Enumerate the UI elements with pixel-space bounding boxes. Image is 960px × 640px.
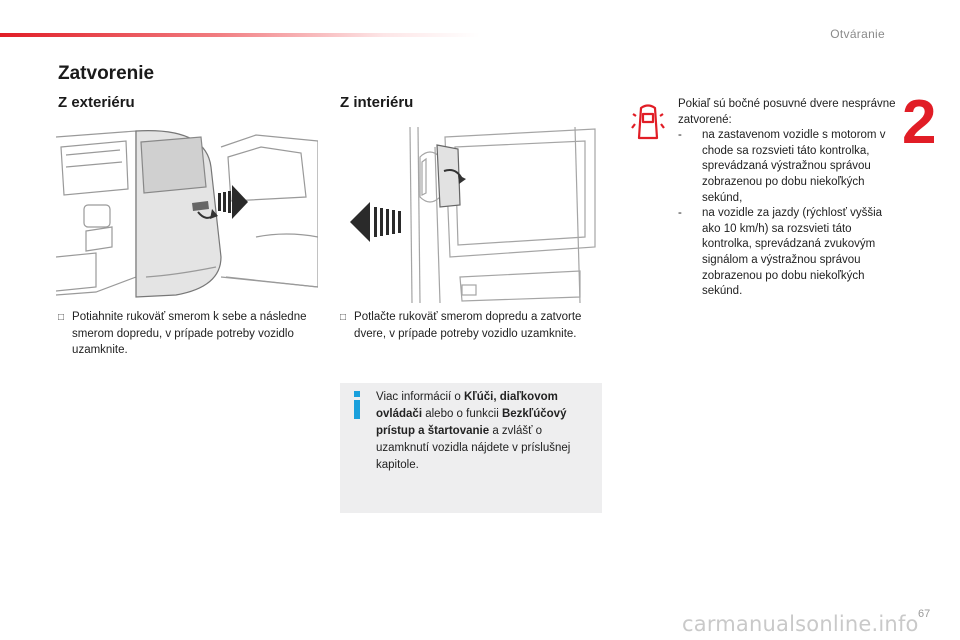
info-text [376, 389, 594, 474]
warning-item-dash: - [678, 129, 682, 142]
van-interior-drawing [340, 127, 602, 303]
info-text-bold: Bezkľúčový prístup a štartovanie [376, 408, 567, 437]
exterior-step [58, 309, 308, 359]
van-exterior-drawing [56, 127, 318, 303]
interior-step [340, 309, 602, 342]
chapter-number: 2 [902, 88, 937, 157]
header-title: Otváranie [830, 27, 885, 41]
info-text-part: alebo o funkcii [422, 408, 502, 420]
info-text-part: a zvlášť o uzamknutí vozidla nájdete v príslušnej kapitole. [376, 425, 571, 471]
warning-item [678, 206, 898, 300]
warning-item [678, 128, 898, 206]
warning-item-text: na vozidle za jazdy (rýchlosť vyššia ako 10 km/h) sa rozsvieti táto kontrolka, sprevádzaná zvukovým signálom a výstražnou správou zobrazenou po dobu niekoľkých sekúnd. [702, 207, 883, 298]
section-title-exterior: Z exteriéru [58, 94, 135, 111]
header-accent-bar [0, 33, 480, 37]
checkbox-bullet-icon: □ [340, 312, 347, 323]
page-number: 67 [918, 608, 931, 620]
page-title: Zatvorenie [58, 63, 155, 84]
warning-text [678, 97, 898, 300]
info-text-part: Viac informácií o [376, 391, 464, 403]
exterior-door-illustration [56, 127, 318, 303]
checkbox-bullet-icon: □ [58, 312, 65, 323]
info-text-bold: Kľúči, diaľkovom ovládači [376, 391, 558, 420]
warning-item-text: na zastavenom vozidle s motorom v chode sa rozsvieti táto kontrolka, sprevádzaná výstražnou správou zobrazenou po dobu niekoľkých sekúnd, [702, 129, 886, 204]
warning-item-dash: - [678, 207, 682, 220]
warning-intro: Pokiaľ sú bočné posuvné dvere nesprávne zatvorené: [678, 98, 896, 126]
watermark: carmanualsonline.info [682, 612, 919, 636]
door-open-warning-icon [631, 102, 665, 142]
interior-step-text: Potlačte rukoväť smerom dopredu a zatvorte dvere, v prípade potreby vozidlo uzamknite. [354, 311, 582, 340]
info-icon [352, 391, 362, 419]
interior-door-illustration [340, 127, 602, 303]
section-title-interior: Z interiéru [340, 94, 414, 111]
exterior-step-text: Potiahnite rukoväť smerom k sebe a následne smerom dopredu, v prípade potreby vozidlo uzamknite. [72, 311, 307, 356]
info-box [340, 383, 602, 513]
